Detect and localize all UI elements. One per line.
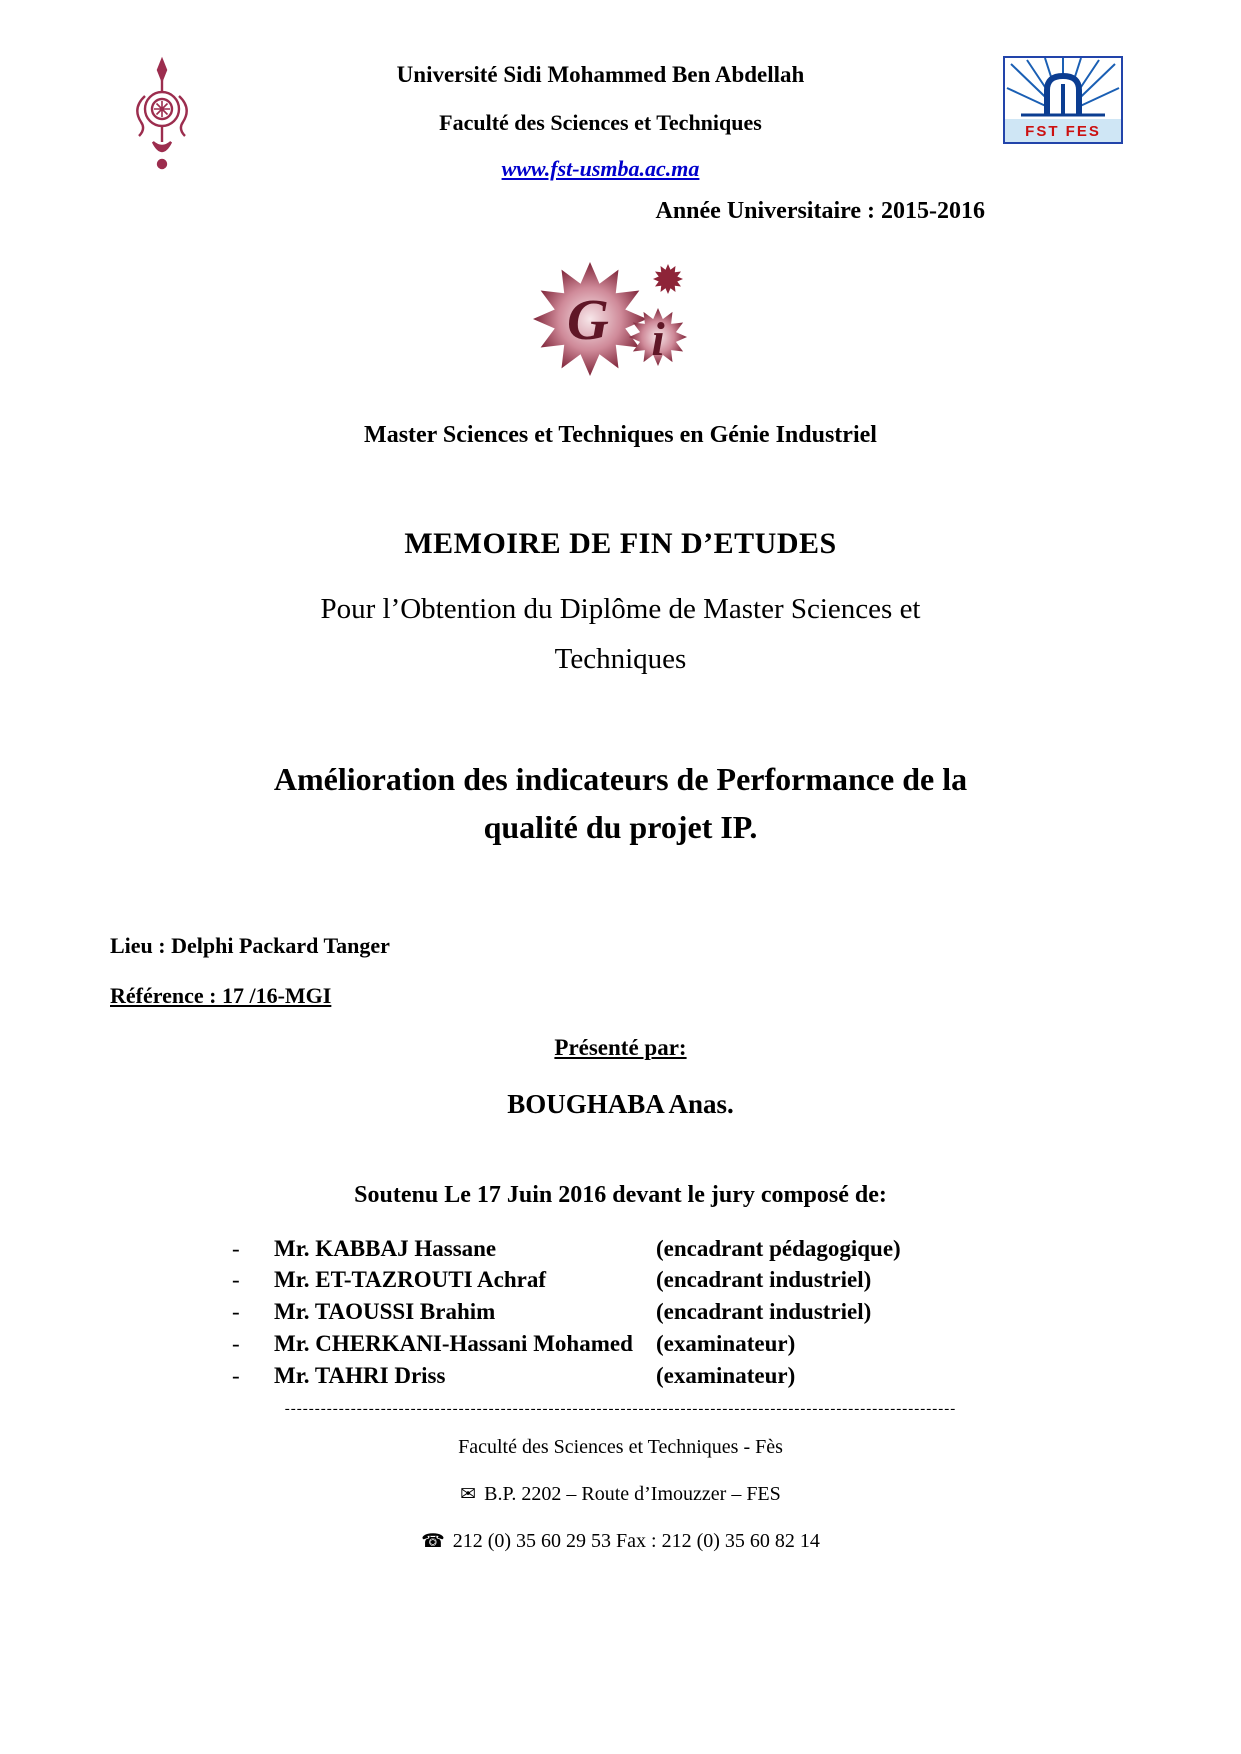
footer-separator: ---------------------------------------------------------------------------------------------------------------- bbox=[284, 1401, 957, 1418]
footer-address: ✉ B.P. 2202 – Route d’Imouzzer – FES bbox=[460, 1483, 781, 1506]
jury-member-name: Mr. KABBAJ Hassane bbox=[274, 1235, 497, 1261]
university-emblem-icon bbox=[126, 56, 198, 172]
gi-logo bbox=[0, 255, 1241, 384]
jury-member-name: Mr. ET-TAZROUTI Achraf bbox=[274, 1267, 546, 1293]
jury-member-role: (examinateur) bbox=[656, 1362, 796, 1388]
jury-member-name: Mr. CHERKANI-Hassani Mohamed bbox=[274, 1330, 633, 1356]
thesis-title-line2: qualité du projet IP. bbox=[483, 808, 758, 845]
academic-year: Année Universitaire : 2015-2016 bbox=[655, 198, 985, 224]
presented-by-label: Présenté par: bbox=[554, 1034, 687, 1060]
author-name: BOUGHABA Anas. bbox=[507, 1088, 734, 1119]
internship-location: Lieu : Delphi Packard Tanger bbox=[110, 932, 390, 958]
header bbox=[0, 56, 1241, 182]
jury-member-name: Mr. TAHRI Driss bbox=[274, 1362, 446, 1388]
jury-bullet: - bbox=[232, 1235, 240, 1261]
defense-intro: Soutenu Le 17 Juin 2016 devant le jury composé de: bbox=[354, 1181, 887, 1208]
gi-letter-i: i bbox=[650, 313, 665, 366]
fst-fes-logo bbox=[1003, 56, 1123, 149]
jury-bullet: - bbox=[232, 1362, 240, 1388]
degree-subtitle-line1: Pour l’Obtention du Diplôme de Master Sciences et bbox=[320, 593, 921, 625]
jury-row bbox=[232, 1360, 1241, 1392]
jury-list bbox=[232, 1233, 1241, 1392]
degree-subtitle-line2: Techniques bbox=[554, 642, 687, 675]
fst-fes-logo-icon bbox=[1003, 56, 1123, 144]
jury-member-role: (encadrant industriel) bbox=[656, 1267, 872, 1293]
phone-icon: ☎ bbox=[421, 1530, 445, 1553]
reference-number: Référence : 17 /16-MGI bbox=[110, 982, 332, 1008]
jury-bullet: - bbox=[232, 1330, 240, 1356]
jury-row bbox=[232, 1328, 1241, 1360]
memoire-title: MEMOIRE DE FIN D’ETUDES bbox=[404, 527, 837, 560]
jury-row bbox=[232, 1233, 1241, 1265]
faculty-name: Faculté des Sciences et Techniques bbox=[439, 110, 762, 135]
thesis-title bbox=[0, 755, 1241, 851]
thesis-title-line1: Amélioration des indicateurs de Performance de la bbox=[273, 760, 968, 797]
gi-logo-icon bbox=[528, 255, 714, 379]
jury-row bbox=[232, 1264, 1241, 1296]
envelope-icon: ✉ bbox=[460, 1483, 477, 1506]
program-title: Master Sciences et Techniques en Génie Industriel bbox=[364, 422, 877, 448]
jury-row bbox=[232, 1296, 1241, 1328]
jury-member-role: (encadrant industriel) bbox=[656, 1299, 872, 1325]
university-emblem-logo bbox=[126, 56, 198, 177]
footer-faculty: Faculté des Sciences et Techniques - Fès bbox=[458, 1436, 783, 1459]
jury-member-name: Mr. TAOUSSI Brahim bbox=[274, 1299, 496, 1325]
gi-letter-g: G bbox=[566, 287, 609, 352]
jury-member-role: (examinateur) bbox=[656, 1330, 796, 1356]
header-text-block bbox=[198, 56, 1003, 182]
university-name: Université Sidi Mohammed Ben Abdellah bbox=[396, 62, 805, 87]
fst-fes-label: FST FES bbox=[1025, 123, 1101, 140]
jury-member-role: (encadrant pédagogique) bbox=[656, 1235, 901, 1261]
footer-phone: ☎ 212 (0) 35 60 29 53 Fax : 212 (0) 35 60 82 14 bbox=[421, 1530, 820, 1553]
jury-bullet: - bbox=[232, 1299, 240, 1325]
degree-subtitle bbox=[0, 585, 1241, 685]
jury-bullet: - bbox=[232, 1267, 240, 1293]
website-link[interactable]: www.fst-usmba.ac.ma bbox=[501, 156, 700, 181]
